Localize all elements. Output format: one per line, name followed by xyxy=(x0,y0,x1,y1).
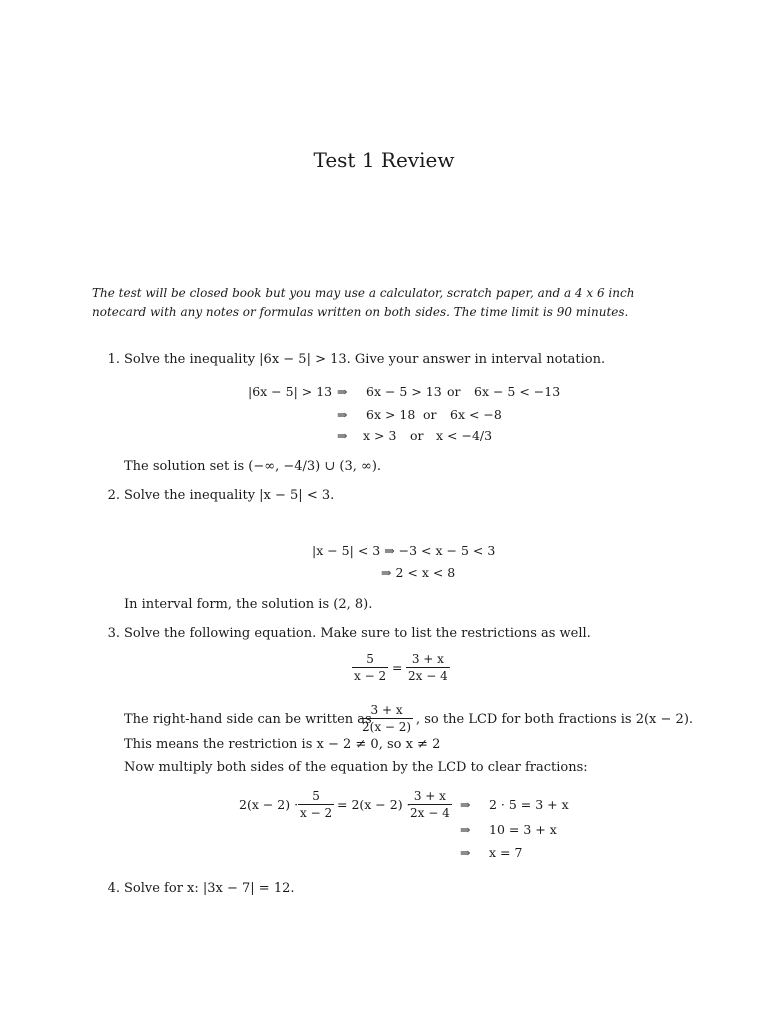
problem-2-conclusion: In interval form, the solution is (2, 8). xyxy=(124,597,373,612)
p3-eq-equals: = xyxy=(392,660,403,675)
p3-mult-mid: = 2(x − 2) · xyxy=(337,797,411,812)
numerator: 3 + x xyxy=(411,652,444,666)
p1-line3-a: x > 3 xyxy=(363,428,397,443)
problem-1-prompt: Solve the inequality |6x − 5| > 13. Give your answer in interval notation. xyxy=(124,352,606,367)
p3-multiply-text: Now multiply both sides of the equation by the LCD to clear fractions: xyxy=(124,760,588,775)
p3-step3-arrow: ⇒ xyxy=(460,845,471,860)
p3-step2-expr: 10 = 3 + x xyxy=(489,822,557,837)
p3-mult-right-fraction xyxy=(408,789,452,820)
p2-line1: |x − 5| < 3 ⇒ −3 < x − 5 < 3 xyxy=(312,543,496,558)
p1-line2-arrow: ⇒ xyxy=(337,407,348,422)
p1-line3-or: or xyxy=(410,428,424,443)
p3-eq-right-fraction xyxy=(406,652,450,683)
fraction-bar xyxy=(298,804,334,805)
problem-3-number: 3. xyxy=(107,626,120,641)
problem-4-prompt: Solve for x: |3x − 7| = 12. xyxy=(124,881,295,896)
p3-rhs-text-a: The right-hand side can be written as xyxy=(124,712,372,727)
p3-mult-left-fraction xyxy=(298,789,334,820)
denominator: x − 2 xyxy=(354,669,387,683)
problem-1-conclusion: The solution set is (−∞, −4/3) ∪ (3, ∞). xyxy=(124,459,382,474)
p3-mult-prefix: 2(x − 2) · xyxy=(239,797,299,812)
p1-line2-or: or xyxy=(423,407,437,422)
p1-line3-b: x < −4/3 xyxy=(436,428,493,443)
numerator: 3 + x xyxy=(413,789,446,803)
p3-rhs-text-b: , so the LCD for both fractions is 2(x − 2). xyxy=(416,712,694,727)
page-title: Test 1 Review xyxy=(313,148,455,172)
denominator: 2x − 4 xyxy=(408,669,448,683)
numerator: 3 + x xyxy=(370,703,403,717)
p3-rhs-fraction xyxy=(360,703,413,734)
fraction-bar xyxy=(352,667,388,668)
p1-line1-a: 6x − 5 > 13 xyxy=(366,384,442,399)
p3-eq-left-fraction xyxy=(352,652,388,683)
p1-line1-b: 6x − 5 < −13 xyxy=(474,384,561,399)
fraction-bar xyxy=(408,804,452,805)
intro-paragraph: The test will be closed book but you may use a calculator, scratch paper, and a 4 x 6 inch notecard with any notes or formulas written on both sides. The time limit is 90 minutes. xyxy=(92,286,635,319)
p3-step1-expr: 2 · 5 = 3 + x xyxy=(489,797,569,812)
p3-step2-arrow: ⇒ xyxy=(460,822,471,837)
p1-line2-a: 6x > 18 xyxy=(366,407,416,422)
problem-2-number: 2. xyxy=(107,488,120,503)
p1-line3-arrow: ⇒ xyxy=(337,428,348,443)
numerator: 5 xyxy=(312,789,320,803)
p3-restriction: This means the restriction is x − 2 ≠ 0, so x ≠ 2 xyxy=(124,737,441,752)
denominator: x − 2 xyxy=(300,806,333,820)
problem-4-number: 4. xyxy=(107,881,120,896)
denominator: 2x − 4 xyxy=(410,806,450,820)
p3-step3-expr: x = 7 xyxy=(489,845,523,860)
problem-1-number: 1. xyxy=(107,352,120,367)
fraction-bar xyxy=(406,667,450,668)
p1-line2-b: 6x < −8 xyxy=(450,407,502,422)
denominator: 2(x − 2) xyxy=(362,720,412,734)
numerator: 5 xyxy=(366,652,374,666)
p1-line1-or: or xyxy=(447,384,461,399)
fraction-bar xyxy=(360,718,413,719)
p2-line2: ⇒ 2 < x < 8 xyxy=(381,565,456,580)
p1-line1-arrow: ⇒ xyxy=(337,384,348,399)
problem-3-prompt: Solve the following equation. Make sure to list the restrictions as well. xyxy=(124,626,591,641)
problem-2-prompt: Solve the inequality |x − 5| < 3. xyxy=(124,488,335,503)
p1-line1-lhs: |6x − 5| > 13 xyxy=(248,384,333,399)
p3-step1-arrow: ⇒ xyxy=(460,797,471,812)
